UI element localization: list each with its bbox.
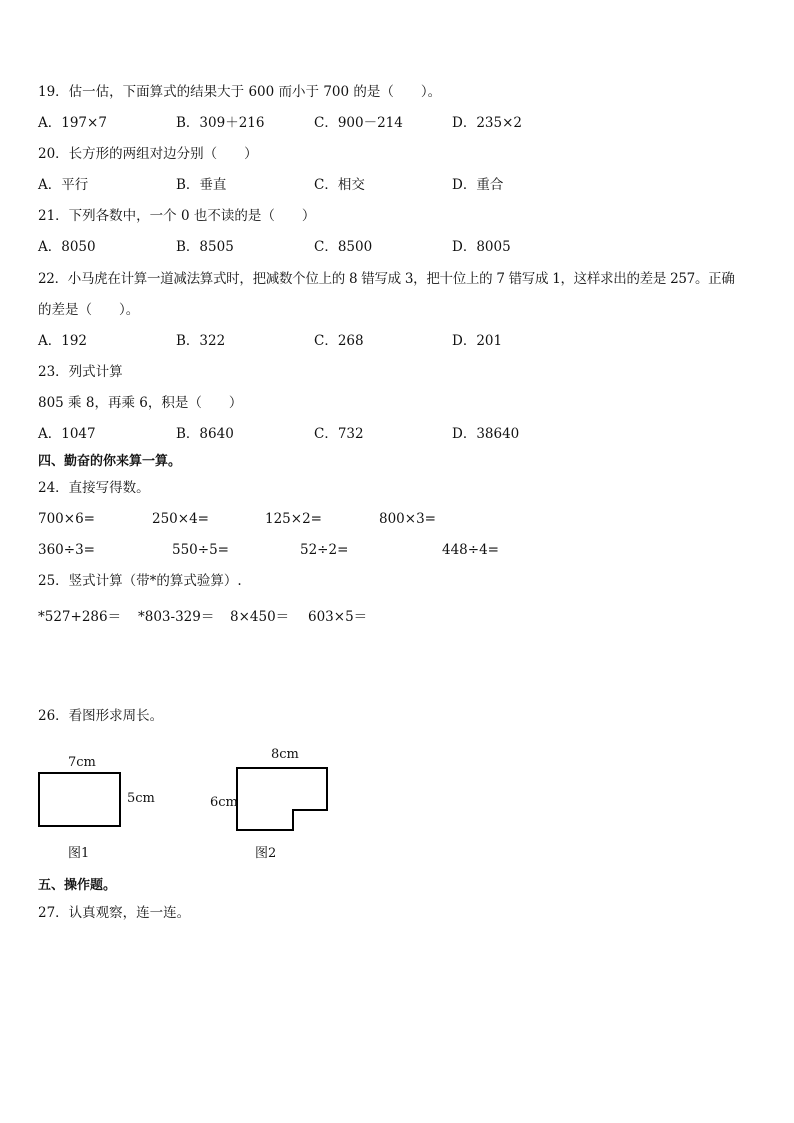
q24-item: 360÷3= — [38, 542, 95, 558]
q19-option-a[interactable]: A．197×7 — [38, 115, 107, 131]
q19-stem: 19．估一估，下面算式的结果大于 600 而小于 700 的是（ ）。 — [38, 84, 442, 100]
q24-stem: 24．直接写得数。 — [38, 480, 150, 496]
q23-stem-line1: 23．列式计算 — [38, 364, 123, 380]
fig2-caption: 图2 — [255, 846, 277, 861]
fig1-caption: 图1 — [68, 846, 90, 861]
q22-option-c[interactable]: C．268 — [314, 333, 364, 349]
q22-option-d[interactable]: D．201 — [452, 333, 503, 349]
q24-item: 800×3= — [379, 511, 436, 527]
q25-stem: 25．竖式计算（带*的算式验算）. — [38, 573, 242, 589]
q20-option-c[interactable]: C．相交 — [314, 177, 365, 193]
q19-option-c[interactable]: C．900－214 — [314, 115, 403, 131]
q23-option-b[interactable]: B．8640 — [176, 426, 234, 442]
q25-item: 603×5＝ — [308, 609, 368, 625]
q21-option-b[interactable]: B．8505 — [176, 239, 234, 255]
q24-item: 700×6= — [38, 511, 95, 527]
fig1-rectangle — [38, 772, 122, 832]
section4-title: 四、勤奋的你来算一算。 — [38, 454, 182, 469]
q24-item: 448÷4= — [442, 542, 499, 558]
q20-option-d[interactable]: D．重合 — [452, 177, 504, 193]
fig2-l-shape — [236, 767, 330, 837]
q25-item: *527+286＝ — [38, 609, 122, 625]
q21-option-c[interactable]: C．8500 — [314, 239, 373, 255]
q25-item: 8×450＝ — [230, 609, 290, 625]
q22-option-a[interactable]: A．192 — [38, 333, 88, 349]
q19-option-b[interactable]: B．309＋216 — [176, 115, 265, 131]
q24-item: 250×4= — [152, 511, 209, 527]
q26-stem: 26．看图形求周长。 — [38, 708, 164, 724]
q21-option-a[interactable]: A．8050 — [38, 239, 96, 255]
q24-item: 550÷5= — [172, 542, 229, 558]
fig1-right-label: 5cm — [127, 791, 155, 806]
q23-option-a[interactable]: A．1047 — [38, 426, 96, 442]
q24-item: 125×2= — [265, 511, 322, 527]
q23-option-c[interactable]: C．732 — [314, 426, 364, 442]
q24-item: 52÷2= — [300, 542, 349, 558]
q23-option-d[interactable]: D．38640 — [452, 426, 520, 442]
q27-stem: 27．认真观察，连一连。 — [38, 905, 191, 921]
q21-option-d[interactable]: D．8005 — [452, 239, 511, 255]
q22-option-b[interactable]: B．322 — [176, 333, 226, 349]
q22-stem-line1: 22．小马虎在计算一道减法算式时，把减数个位上的 8 错写成 3，把十位上的 7 错写成 1，这样求出的差是 257。正确 — [38, 271, 735, 287]
q20-option-a[interactable]: A．平行 — [38, 177, 89, 193]
q20-option-b[interactable]: B．垂直 — [176, 177, 227, 193]
q22-stem-line2: 的差是（ ）。 — [38, 302, 140, 318]
fig2-top-label: 8cm — [271, 747, 299, 762]
section5-title: 五、操作题。 — [38, 878, 117, 893]
q19-option-d[interactable]: D．235×2 — [452, 115, 522, 131]
q20-stem: 20．长方形的两组对边分别（ ） — [38, 146, 258, 162]
q23-stem-line2: 805 乘 8，再乘 6，积是（ ） — [38, 395, 243, 411]
fig2-left-label: 6cm — [210, 795, 238, 810]
q25-item: *803-329＝ — [138, 609, 215, 625]
fig1-top-label: 7cm — [68, 755, 96, 770]
q21-stem: 21．下列各数中，一个 0 也不读的是（ ） — [38, 208, 316, 224]
